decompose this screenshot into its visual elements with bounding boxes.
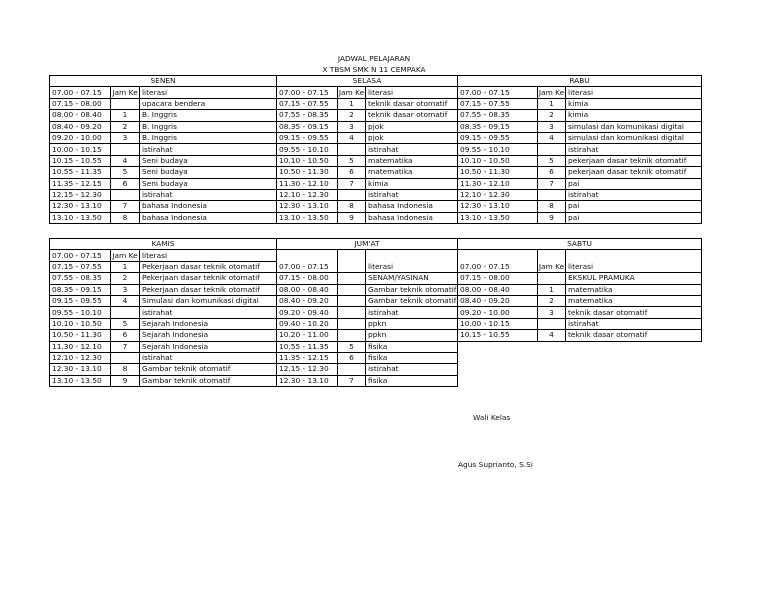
period-cell: 7 bbox=[111, 201, 140, 212]
subject-cell: B. Inggris bbox=[140, 121, 277, 132]
subject-cell: literasi bbox=[366, 87, 458, 98]
period-cell bbox=[111, 144, 140, 155]
period-cell bbox=[538, 273, 566, 284]
subject-cell: bahasa Indonesia bbox=[140, 201, 277, 212]
time-cell: 10.50 - 11.30 bbox=[458, 167, 538, 178]
subject-cell: kimia bbox=[366, 178, 458, 189]
time-cell: 13.10 - 13.50 bbox=[458, 212, 538, 223]
time-cell bbox=[458, 250, 538, 261]
period-cell bbox=[338, 330, 366, 341]
time-cell: 09.55 - 10.10 bbox=[458, 144, 538, 155]
schedule-row bbox=[50, 318, 702, 329]
schedule-row bbox=[50, 178, 702, 189]
schedule-table-bottom bbox=[49, 238, 702, 387]
time-cell: 11.35 - 12.15 bbox=[50, 178, 111, 189]
time-cell: 07.15 - 08.00 bbox=[50, 98, 111, 109]
subject-cell: teknik dasar otomatif bbox=[566, 330, 702, 341]
time-cell: 10.10 - 10.50 bbox=[50, 318, 111, 329]
subject-cell: Pekerjaan dasar teknik otomatif bbox=[140, 273, 277, 284]
subject-cell: matematika bbox=[566, 295, 702, 306]
subject-cell: istirahat bbox=[366, 307, 458, 318]
period-cell: 3 bbox=[111, 132, 140, 143]
period-cell bbox=[338, 144, 366, 155]
schedule-table-top bbox=[49, 75, 702, 224]
teacher-name: Agus Suprianto, S.Si bbox=[458, 460, 533, 469]
period-cell bbox=[338, 318, 366, 329]
day-header-selasa: SELASA bbox=[277, 76, 458, 87]
time-cell: 13.10 - 13.50 bbox=[50, 212, 111, 223]
subject-cell: istirahat bbox=[366, 144, 458, 155]
schedule-row bbox=[50, 284, 702, 295]
time-cell: 12.10 - 12.30 bbox=[50, 352, 111, 363]
time-cell: 10.15 - 10.55 bbox=[458, 330, 538, 341]
time-cell: 09.20 - 10.00 bbox=[458, 307, 538, 318]
time-cell: 12.10 - 12.30 bbox=[277, 189, 338, 200]
subject-cell: Sejarah Indonesia bbox=[140, 318, 277, 329]
subject-cell: bahasa Indonesia bbox=[366, 201, 458, 212]
subject-cell: upacara bendera bbox=[140, 98, 277, 109]
period-cell bbox=[338, 307, 366, 318]
schedule-row bbox=[50, 132, 702, 143]
schedule-row bbox=[50, 250, 702, 261]
schedule-row bbox=[50, 295, 702, 306]
time-cell: 07.55 - 08.35 bbox=[458, 110, 538, 121]
period-cell: 9 bbox=[338, 212, 366, 223]
subject-cell: teknik dasar otomatif bbox=[566, 307, 702, 318]
time-cell: 10.50 - 11.30 bbox=[277, 167, 338, 178]
day-header-sabtu: SABTU bbox=[458, 239, 702, 250]
subject-cell: pai bbox=[566, 212, 702, 223]
subject-cell: literasi bbox=[366, 261, 458, 272]
time-cell: 07.00 - 07.15 bbox=[458, 87, 538, 98]
time-cell: 11.30 - 12.10 bbox=[50, 341, 111, 352]
subject-cell: pekerjaan dasar teknik otomatif bbox=[566, 155, 702, 166]
subject-cell: istirahat bbox=[366, 189, 458, 200]
schedule-row bbox=[50, 110, 702, 121]
period-cell: 8 bbox=[111, 364, 140, 375]
time-cell: 12.30 - 13.10 bbox=[277, 201, 338, 212]
schedule-row bbox=[50, 87, 702, 98]
time-cell: 07.15 - 07.55 bbox=[50, 261, 111, 272]
time-cell: 07.15 - 08.00 bbox=[458, 273, 538, 284]
period-cell: 5 bbox=[111, 167, 140, 178]
period-cell: Jam Ke bbox=[112, 87, 138, 97]
wali-kelas-label: Wali Kelas bbox=[473, 413, 511, 422]
period-cell: Jam Ke bbox=[112, 250, 138, 260]
time-cell: 11.35 - 12.15 bbox=[277, 352, 338, 363]
subject-cell: Gambar teknik otomatif bbox=[366, 295, 458, 306]
period-cell: 7 bbox=[338, 178, 366, 189]
subject-cell: Gambar teknik otomatif bbox=[366, 284, 458, 295]
subject-cell: EKSKUL PRAMUKA bbox=[566, 273, 702, 284]
period-cell bbox=[338, 273, 366, 284]
period-cell: 5 bbox=[338, 341, 366, 352]
period-cell: 6 bbox=[338, 167, 366, 178]
subject-cell: simulasi dan komunikasi digital bbox=[566, 132, 702, 143]
time-cell: 08.00 - 08.40 bbox=[50, 110, 111, 121]
day-header-kamis: KAMIS bbox=[50, 239, 277, 250]
period-cell: 4 bbox=[538, 330, 566, 341]
time-cell: 12.30 - 13.10 bbox=[50, 364, 111, 375]
period-cell: 5 bbox=[538, 155, 566, 166]
period-cell: 7 bbox=[338, 375, 366, 386]
period-cell: 2 bbox=[538, 110, 566, 121]
time-cell: 12.30 - 13.10 bbox=[458, 201, 538, 212]
subject-cell: pai bbox=[566, 178, 702, 189]
schedule-row bbox=[50, 261, 702, 272]
schedule-row bbox=[50, 375, 702, 386]
subject-cell: Seni budaya bbox=[140, 178, 277, 189]
time-cell: 12.30 - 13.10 bbox=[277, 375, 338, 386]
subject-cell: teknik dasar otomatif bbox=[366, 98, 458, 109]
subject-cell: istirahat bbox=[140, 189, 277, 200]
time-cell: 11.30 - 12.10 bbox=[277, 178, 338, 189]
subject-cell: matematika bbox=[366, 155, 458, 166]
period-cell: 6 bbox=[338, 352, 366, 363]
schedule-row bbox=[50, 144, 702, 155]
schedule-row bbox=[50, 98, 702, 109]
period-cell: 9 bbox=[111, 375, 140, 386]
time-cell: 07.00 - 07.15 bbox=[277, 87, 338, 98]
period-cell: 5 bbox=[111, 318, 140, 329]
period-cell: 3 bbox=[111, 284, 140, 295]
subject-cell: Gambar teknik otomatif bbox=[140, 364, 277, 375]
period-cell: 4 bbox=[538, 132, 566, 143]
period-cell: 2 bbox=[111, 273, 140, 284]
period-cell: 8 bbox=[338, 201, 366, 212]
period-cell: 6 bbox=[111, 330, 140, 341]
subject-cell: istirahat bbox=[140, 307, 277, 318]
time-cell: 08.00 - 08.40 bbox=[277, 284, 338, 295]
day-header-row bbox=[50, 76, 702, 87]
subject-cell: teknik dasar otomatif bbox=[366, 110, 458, 121]
time-cell: 10.55 - 11.35 bbox=[50, 167, 111, 178]
time-cell: 07.00 - 07.15 bbox=[50, 87, 111, 98]
time-cell: 11.30 - 12.10 bbox=[458, 178, 538, 189]
subject-cell: bahasa Indonesia bbox=[140, 212, 277, 223]
schedule-row bbox=[50, 212, 702, 223]
period-cell: 6 bbox=[111, 178, 140, 189]
period-cell: 2 bbox=[111, 121, 140, 132]
subject-cell: Seni budaya bbox=[140, 167, 277, 178]
day-header-rabu: RABU bbox=[458, 76, 702, 87]
period-cell: 2 bbox=[538, 295, 566, 306]
subject-cell: matematika bbox=[366, 167, 458, 178]
schedule-row bbox=[50, 307, 702, 318]
period-cell: 3 bbox=[538, 307, 566, 318]
subject-cell: Sejarah Indonesia bbox=[140, 341, 277, 352]
subject-cell: kimia bbox=[566, 110, 702, 121]
period-cell: 1 bbox=[111, 110, 140, 121]
time-cell: 10.15 - 10.55 bbox=[50, 155, 111, 166]
subject-cell: Sejarah Indonesia bbox=[140, 330, 277, 341]
subject-cell: fisika bbox=[366, 352, 458, 363]
period-cell bbox=[338, 295, 366, 306]
subject-cell: istirahat bbox=[566, 144, 702, 155]
time-cell: 10.10 - 10.50 bbox=[277, 155, 338, 166]
subject-cell: istirahat bbox=[140, 144, 277, 155]
period-cell bbox=[338, 261, 366, 272]
period-cell: 7 bbox=[538, 178, 566, 189]
period-cell: 2 bbox=[338, 110, 366, 121]
subject-cell: istirahat bbox=[566, 189, 702, 200]
time-cell: 10.50 - 11.30 bbox=[50, 330, 111, 341]
time-cell: 07.00 - 07.15 bbox=[458, 261, 538, 272]
subject-cell: istirahat bbox=[366, 364, 458, 375]
period-cell bbox=[111, 98, 140, 109]
time-cell: 10.20 - 11.00 bbox=[277, 330, 338, 341]
subject-cell: SENAM/YASINAN bbox=[366, 273, 458, 284]
time-cell: 09.40 - 10.20 bbox=[277, 318, 338, 329]
subject-cell: kimia bbox=[566, 98, 702, 109]
schedule-row bbox=[50, 189, 702, 200]
schedule-row bbox=[50, 155, 702, 166]
class-subtitle: X TBSM SMK N 11 CEMPAKA bbox=[322, 65, 426, 74]
time-cell: 09.15 - 09.55 bbox=[458, 132, 538, 143]
subject-cell: B. Inggris bbox=[140, 132, 277, 143]
time-cell: 07.15 - 07.55 bbox=[277, 98, 338, 109]
period-cell: 3 bbox=[538, 121, 566, 132]
time-cell: 10.00 - 10.15 bbox=[50, 144, 111, 155]
day-header-row bbox=[50, 239, 702, 250]
schedule-title: JADWAL PELAJARAN bbox=[337, 54, 411, 63]
period-cell: 1 bbox=[111, 261, 140, 272]
subject-cell: pekerjaan dasar teknik otomatif bbox=[566, 167, 702, 178]
subject-cell: simulasi dan komunikasi digital bbox=[566, 121, 702, 132]
period-cell: 1 bbox=[538, 98, 566, 109]
time-cell: 13.10 - 13.50 bbox=[50, 375, 111, 386]
time-cell: 08.40 - 09.20 bbox=[277, 295, 338, 306]
time-cell: 12.30 - 13.10 bbox=[50, 201, 111, 212]
period-cell: 8 bbox=[111, 212, 140, 223]
period-cell: 3 bbox=[338, 121, 366, 132]
subject-cell: istirahat bbox=[566, 318, 702, 329]
time-cell: 07.55 - 08.35 bbox=[50, 273, 111, 284]
period-cell bbox=[538, 250, 566, 261]
time-cell: 09.55 - 10.10 bbox=[50, 307, 111, 318]
period-cell bbox=[538, 318, 566, 329]
subject-cell: bahasa Indonesia bbox=[366, 212, 458, 223]
schedule-row bbox=[50, 364, 702, 375]
schedule-row bbox=[50, 121, 702, 132]
period-cell bbox=[538, 189, 566, 200]
schedule-row bbox=[50, 273, 702, 284]
time-cell: 09.20 - 10.00 bbox=[50, 132, 111, 143]
subject-cell: literasi bbox=[566, 261, 702, 272]
subject-cell: literasi bbox=[566, 87, 702, 98]
time-cell: 08.35 - 09.15 bbox=[277, 121, 338, 132]
time-cell: 08.35 - 09.15 bbox=[50, 284, 111, 295]
schedule-row bbox=[50, 330, 702, 341]
time-cell: 07.00 - 07.15 bbox=[277, 261, 338, 272]
period-cell: Jam Ke bbox=[538, 87, 565, 97]
period-cell bbox=[338, 250, 366, 261]
time-cell: 08.35 - 09.15 bbox=[458, 121, 538, 132]
time-cell: 10.55 - 11.35 bbox=[277, 341, 338, 352]
time-cell: 09.20 - 09.40 bbox=[277, 307, 338, 318]
schedule-row bbox=[50, 341, 702, 352]
time-cell: 09.55 - 10.10 bbox=[277, 144, 338, 155]
time-cell bbox=[277, 250, 338, 261]
time-cell: 09.15 - 09.55 bbox=[277, 132, 338, 143]
period-cell bbox=[338, 284, 366, 295]
period-cell bbox=[111, 307, 140, 318]
period-cell bbox=[338, 189, 366, 200]
subject-cell: B. Inggris bbox=[140, 110, 277, 121]
period-cell bbox=[538, 144, 566, 155]
period-cell bbox=[338, 364, 366, 375]
time-cell: 10.00 - 10.15 bbox=[458, 318, 538, 329]
period-cell: 5 bbox=[338, 155, 366, 166]
schedule-row bbox=[50, 352, 702, 363]
period-cell: 1 bbox=[338, 98, 366, 109]
time-cell: 07.15 - 08.00 bbox=[277, 273, 338, 284]
period-cell: 4 bbox=[338, 132, 366, 143]
period-cell: 8 bbox=[538, 201, 566, 212]
period-cell: 7 bbox=[111, 341, 140, 352]
subject-cell: pjok bbox=[366, 121, 458, 132]
subject-cell: Gambar teknik otomatif bbox=[140, 375, 277, 386]
schedule-row bbox=[50, 201, 702, 212]
subject-cell: matematika bbox=[566, 284, 702, 295]
subject-cell bbox=[566, 250, 702, 261]
subject-cell: ppkn bbox=[366, 318, 458, 329]
subject-cell: literasi bbox=[140, 87, 277, 98]
time-cell: 12.15 - 12.30 bbox=[50, 189, 111, 200]
subject-cell: ppkn bbox=[366, 330, 458, 341]
period-cell: 4 bbox=[111, 155, 140, 166]
period-cell bbox=[111, 352, 140, 363]
period-cell bbox=[111, 189, 140, 200]
subject-cell: Pekerjaan dasar teknik otomatif bbox=[140, 261, 277, 272]
time-cell: 12.10 - 12.30 bbox=[458, 189, 538, 200]
subject-cell: fisika bbox=[366, 375, 458, 386]
time-cell: 08.40 - 09.20 bbox=[50, 121, 111, 132]
subject-cell: fisika bbox=[366, 341, 458, 352]
time-cell: 09.15 - 09.55 bbox=[50, 295, 111, 306]
subject-cell: istirahat bbox=[140, 352, 277, 363]
time-cell: 07.55 - 08.35 bbox=[277, 110, 338, 121]
period-cell: 9 bbox=[538, 212, 566, 223]
day-header-senen: SENEN bbox=[50, 76, 277, 87]
time-cell: 08.00 - 08.40 bbox=[458, 284, 538, 295]
period-cell: 1 bbox=[538, 284, 566, 295]
period-cell: 6 bbox=[538, 167, 566, 178]
period-cell: Jam Ke bbox=[538, 261, 565, 271]
subject-cell bbox=[366, 250, 458, 261]
day-header-jumat: JUM'AT bbox=[277, 239, 458, 250]
subject-cell: Simulasi dan komunikasi digital bbox=[140, 295, 277, 306]
time-cell: 10.10 - 10.50 bbox=[458, 155, 538, 166]
subject-cell: Pekerjaan dasar teknik otomatif bbox=[140, 284, 277, 295]
subject-cell: pai bbox=[566, 201, 702, 212]
time-cell: 07.15 - 07.55 bbox=[458, 98, 538, 109]
time-cell: 08.40 - 09.20 bbox=[458, 295, 538, 306]
time-cell: 07.00 - 07.15 bbox=[50, 250, 111, 261]
time-cell: 13.10 - 13.50 bbox=[277, 212, 338, 223]
subject-cell: literasi bbox=[140, 250, 277, 261]
time-cell: 12.15 - 12.30 bbox=[277, 364, 338, 375]
schedule-row bbox=[50, 167, 702, 178]
subject-cell: pjok bbox=[366, 132, 458, 143]
period-cell: Jam Ke bbox=[338, 87, 365, 97]
subject-cell: Seni budaya bbox=[140, 155, 277, 166]
period-cell: 4 bbox=[111, 295, 140, 306]
